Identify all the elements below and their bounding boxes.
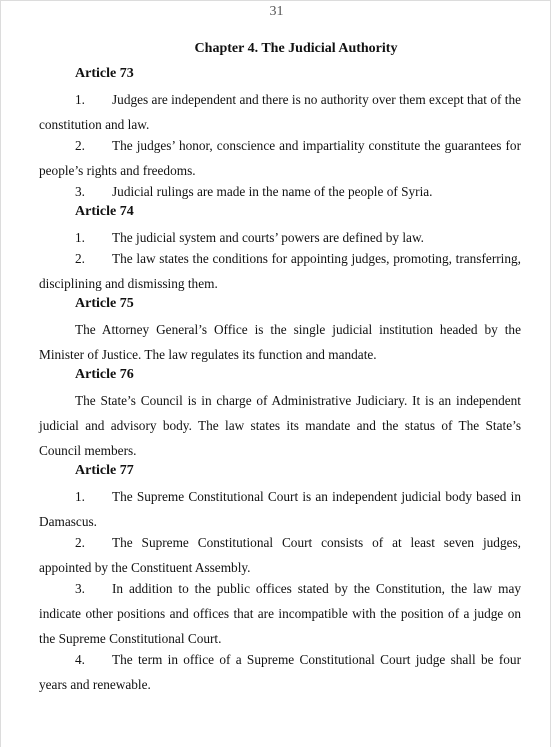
paragraph-text: In addition to the public offices stated by the Constitution, the law may indicate other positions and offices that are incompatible with the position of a judge on the Supreme Constitutional Court. (39, 581, 521, 646)
paragraph-text: The law states the conditions for appointing judges, promoting, transferring, disciplining and dismissing them. (39, 251, 521, 291)
paragraph-number: 1. (75, 92, 85, 107)
chapter-title: Chapter 4. The Judicial Authority (194, 41, 398, 56)
article-heading: Article 76 (75, 367, 134, 382)
paragraph-number: 1. (75, 489, 85, 504)
paragraph-text: Judges are independent and there is no authority over them except that of the constitution and law. (39, 92, 521, 132)
article-heading: Article 74 (75, 204, 134, 219)
article-paragraph (39, 530, 521, 580)
paragraph-text: The judges’ honor, conscience and impartiality constitute the guarantees for people’s rights and freedoms. (39, 138, 521, 178)
paragraph-number: 3. (75, 184, 85, 199)
paragraph-number: 2. (75, 251, 85, 266)
article-paragraph (39, 87, 521, 137)
paragraph-number: 2. (75, 535, 85, 550)
paragraph-text: The term in office of a Supreme Constitutional Court judge shall be four years and renewable. (39, 652, 521, 692)
article-paragraph (39, 179, 521, 204)
article-paragraph (39, 388, 521, 463)
article-paragraph (39, 246, 521, 296)
article-heading: Article 73 (75, 66, 134, 81)
article-heading: Article 75 (75, 296, 134, 311)
paragraph-number: 2. (75, 138, 85, 153)
page-content (39, 41, 521, 697)
paragraph-number: 1. (75, 230, 85, 245)
paragraph-text: The Attorney General’s Office is the single judicial institution headed by the Minister of Justice. The law regulates its function and mandate. (39, 322, 521, 362)
article-paragraph (39, 133, 521, 183)
paragraph-text: The judicial system and courts’ powers are defined by law. (112, 230, 425, 245)
article-paragraph (39, 576, 521, 651)
paragraph-text: The Supreme Constitutional Court consists of at least seven judges, appointed by the Constituent Assembly. (39, 535, 521, 575)
paragraph-text: The Supreme Constitutional Court is an independent judicial body based in Damascus. (39, 489, 521, 529)
article-heading: Article 77 (75, 463, 134, 478)
article-paragraph (39, 317, 521, 367)
paragraph-text: Judicial rulings are made in the name of the people of Syria. (112, 184, 433, 199)
paragraph-number: 3. (75, 581, 85, 596)
article-paragraph (39, 484, 521, 534)
paragraph-number: 4. (75, 652, 85, 667)
article-paragraph (39, 647, 521, 697)
page-number: 31 (269, 4, 284, 19)
paragraph-text: The State’s Council is in charge of Administrative Judiciary. It is an independent judicial and advisory body. The law states its mandate and the status of The State’s Council members. (39, 393, 521, 458)
